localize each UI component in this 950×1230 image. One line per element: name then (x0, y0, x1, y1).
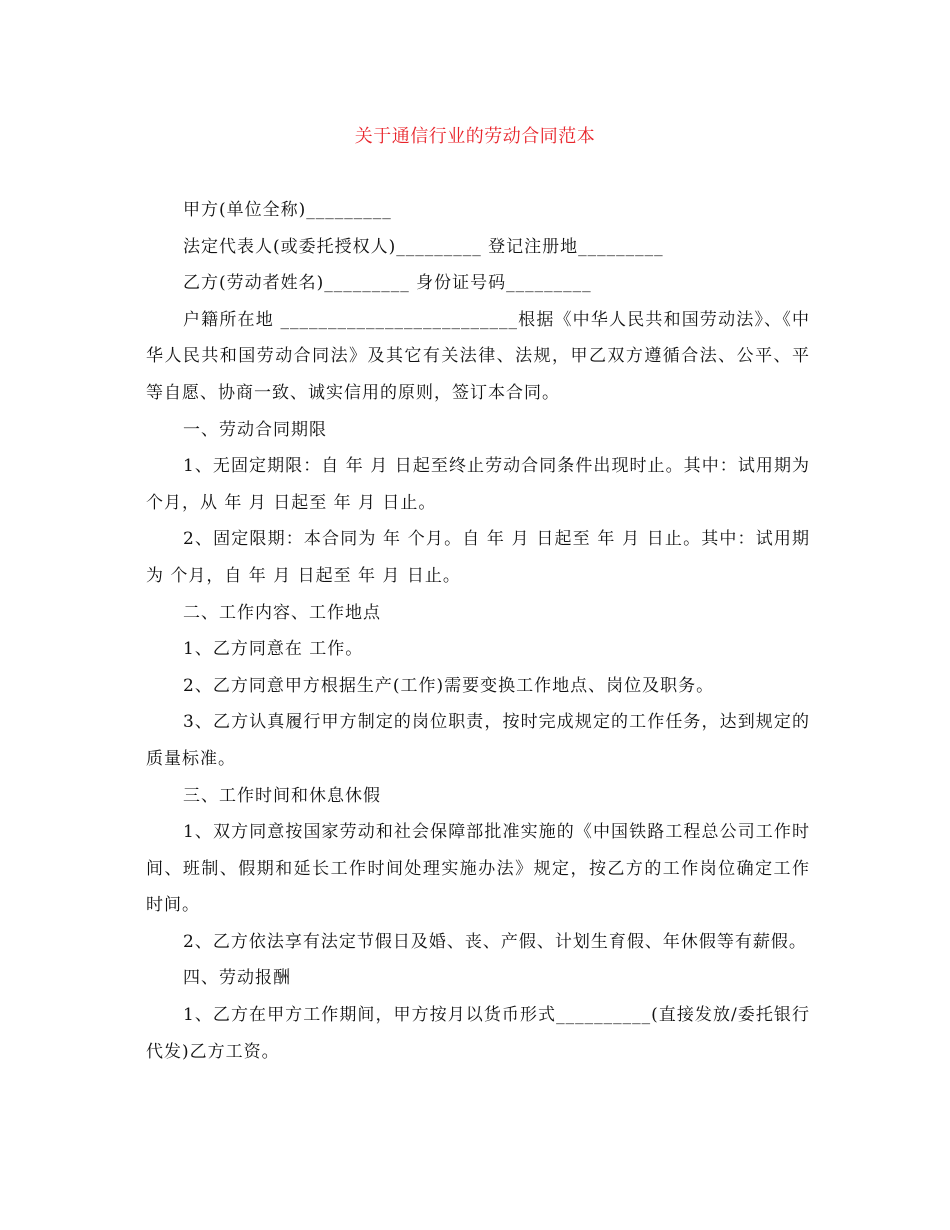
section-heading-work-content: 二、工作内容、工作地点 (183, 602, 381, 623)
section-heading-contract-term: 一、劳动合同期限 (183, 419, 327, 440)
clause-working-hours: 1、双方同意按国家劳动和社会保障部批准实施的《中国铁路工程总公司工作时间、班制、假期和延长工作时间处理实施办法》规定，按乙方的工作岗位确定工作时间。 (146, 822, 810, 916)
document-body (146, 192, 810, 1070)
clause-indefinite-term: 1、无固定期限：自 年 月 日起至终止劳动合同条件出现时止。其中：试用期为 个月，从 年 月 日起至 年 月 日止。 (146, 456, 810, 513)
clause-duties: 3、乙方认真履行甲方制定的岗位职责，按时完成规定的工作任务，达到规定的质量标准。 (146, 712, 810, 769)
paragraph-party-a: 甲方(单位全称)_________ (183, 200, 392, 220)
paragraph-party-b: 乙方(劳动者姓名)_________ 身份证号码_________ (183, 273, 592, 294)
clause-paid-leave: 2、乙方依法享有法定节假日及婚、丧、产假、计划生育假、年休假等有薪假。 (183, 931, 807, 952)
clause-work-place: 1、乙方同意在 工作。 (183, 639, 364, 660)
clause-fixed-term: 2、固定限期：本合同为 年 个月。自 年 月 日起至 年 月 日止。其中：试用期为 个月，自 年 月 日起至 年 月 日止。 (146, 529, 810, 586)
paragraph-legal-representative: 法定代表人(或委托授权人)_________ 登记注册地_________ (183, 236, 664, 257)
section-heading-remuneration: 四、劳动报酬 (183, 968, 291, 989)
document-title: 关于通信行业的劳动合同范本 (354, 126, 596, 147)
clause-salary-payment: 1、乙方在甲方工作期间，甲方按月以货币形式__________(直接发放/委托银行代发)乙方工资。 (146, 1005, 810, 1062)
clause-position-change: 2、乙方同意甲方根据生产(工作)需要变换工作地点、岗位及职务。 (183, 675, 715, 696)
section-heading-working-hours: 三、工作时间和休息休假 (183, 785, 381, 806)
paragraph-preamble: 户籍所在地 _________________________根据《中华人民共和国劳动法》、《中华人民共和国劳动合同法》及其它有关法律、法规，甲乙双方遵循合法、公平、平等自愿、协商一致、诚实信用的原则，签订本合同。 (146, 309, 810, 403)
